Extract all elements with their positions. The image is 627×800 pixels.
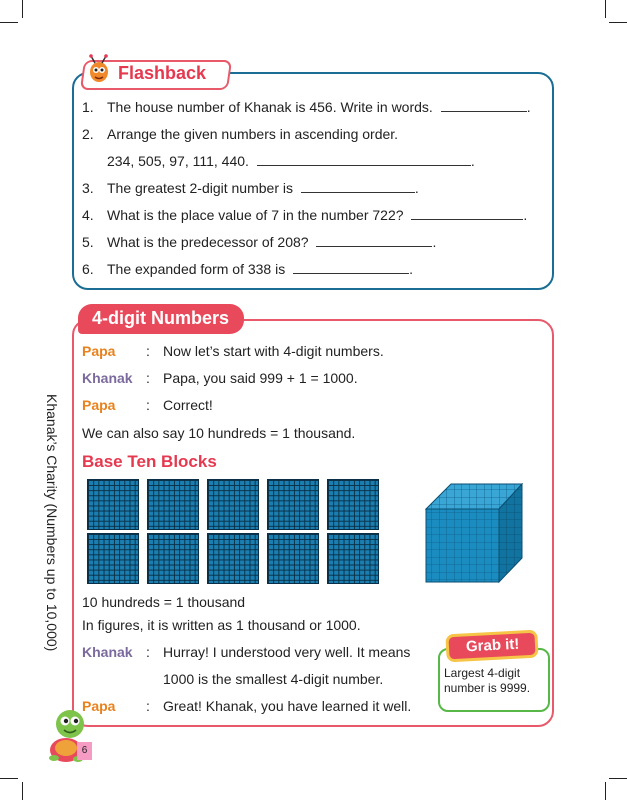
answer-blank[interactable] [316,235,432,247]
question-number: 4. [82,207,94,223]
text-line: We can also say 10 hundreds = 1 thousand. [82,425,356,441]
text-line: In figures, it is written as 1 thousand or 1000. [82,617,361,633]
dialogue-colon: : [146,343,150,359]
question-number: 3. [82,180,94,196]
question-text: What is the predecessor of 208? [107,234,309,250]
page-number: 6 [77,742,92,760]
question-text: The house number of Khanak is 456. Write in words. [107,99,433,115]
ant-mascot-icon [86,54,120,88]
dialogue-line: Hurray! I understood very well. It means [163,644,411,660]
flashback-question: 6. The expanded form of 338 is . [82,261,414,277]
flashback-question [82,126,398,142]
dialogue-colon: : [146,698,150,714]
answer-blank[interactable] [257,154,471,166]
speaker-papa: Papa [82,343,116,359]
answer-blank[interactable] [411,208,523,220]
grab-it-text: Largest 4-digit number is 9999. [444,666,531,695]
question-number: 5. [82,234,94,250]
flashback-question: 5. What is the predecessor of 208? . [82,234,437,250]
hundred-flat [147,479,199,530]
hundred-flat [87,479,139,530]
answer-blank[interactable] [293,262,409,274]
crop-mark [22,782,23,800]
answer-blank[interactable] [441,100,527,112]
dialogue-colon: : [146,397,150,413]
speaker-khanak: Khanak [82,644,133,660]
dialogue-line: Now let’s start with 4-digit numbers. [163,343,384,359]
dialogue-line: Papa, you said 999 + 1 = 1000. [163,370,358,386]
dialogue-line: Correct! [163,397,213,413]
flashback-question: 1. The house number of Khanak is 456. Write in words. . [82,99,531,115]
hundred-flat [267,533,319,584]
grab-it-title: Grab it! [465,635,520,656]
crop-mark [0,778,18,779]
flashback-question: 3. The greatest 2-digit number is . [82,180,419,196]
question-number: 6. [82,261,94,277]
question-text: The greatest 2-digit number is [107,180,293,196]
hundred-flat [267,479,319,530]
hundred-flat [87,533,139,584]
blocks-title: Base Ten Blocks [82,452,217,471]
crop-mark [22,0,23,18]
crop-mark [0,22,18,23]
question-text: 234, 505, 97, 111, 440. [107,153,249,169]
hundred-flat [327,533,379,584]
hundred-flat [327,479,379,530]
question-number: 2. [82,126,94,142]
text-line: 10 hundreds = 1 thousand [82,594,246,610]
flashback-title: Flashback [118,63,207,83]
question-text: What is the place value of 7 in the number 722? [107,207,404,223]
flashback-question: 234, 505, 97, 111, 440. . [107,153,475,169]
dialogue-line: 1000 is the smallest 4-digit number. [163,671,384,687]
dialogue-line: Great! Khanak, you have learned it well. [163,698,412,714]
speaker-khanak: Khanak [82,370,133,386]
hundred-flat [147,533,199,584]
crop-mark [605,0,606,18]
section-title: 4-digit Numbers [92,308,230,328]
speaker-papa: Papa [82,698,116,714]
crop-mark [609,22,627,23]
question-text: The expanded form of 338 is [107,261,286,277]
hundred-flat [207,533,259,584]
answer-blank[interactable] [301,181,415,193]
dialogue-colon: : [146,644,150,660]
hundred-flat [207,479,259,530]
thousand-cube [424,482,524,584]
side-chapter-title: Khanak’s Charity (Numbers up to 10,000) [44,394,60,652]
crop-mark [609,778,627,779]
question-number: 1. [82,99,94,115]
speaker-papa: Papa [82,397,116,413]
question-text: Arrange the given numbers in ascending order. [107,126,399,142]
flashback-question: 4. What is the place value of 7 in the number 722? . [82,207,528,223]
crop-mark [605,782,606,800]
dialogue-colon: : [146,370,150,386]
